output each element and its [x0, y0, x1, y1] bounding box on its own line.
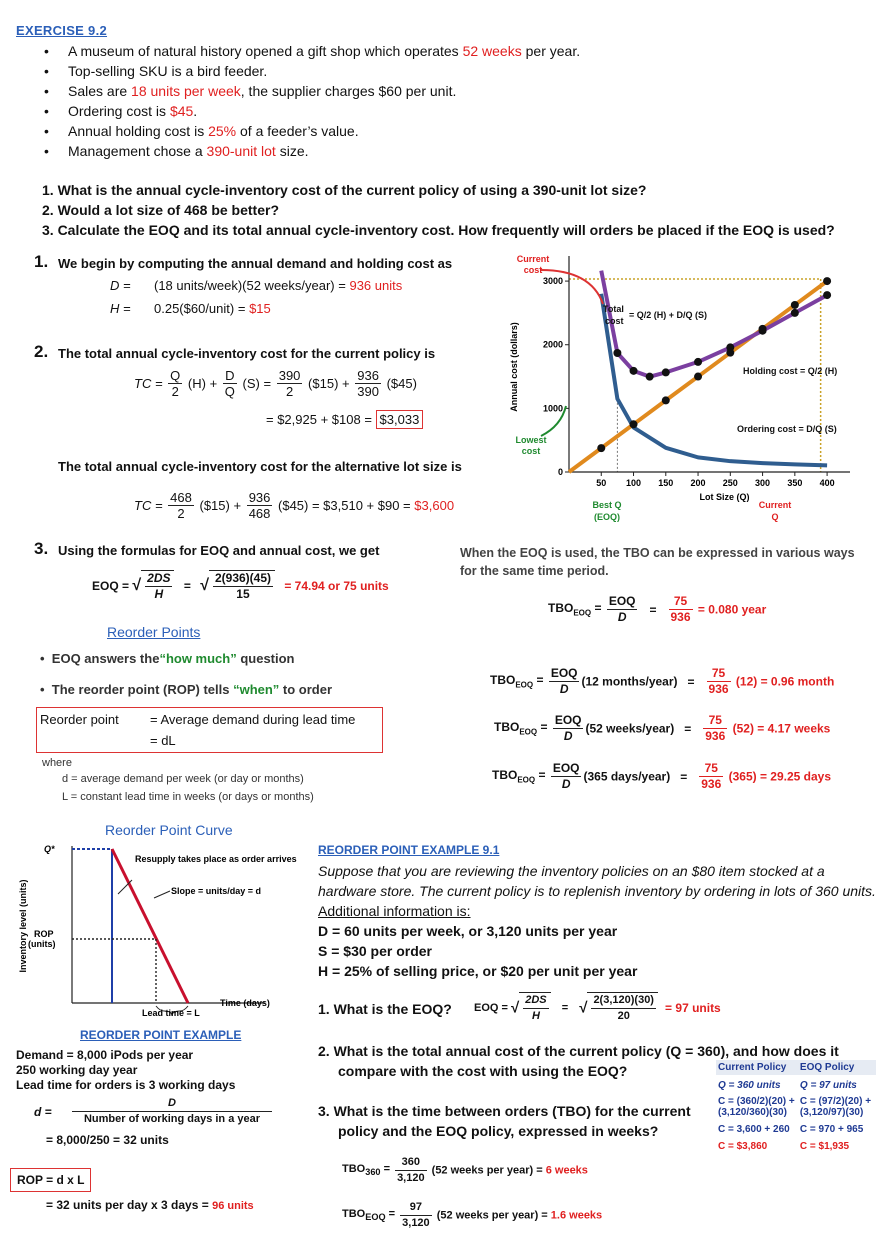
resupply-label: Resupply takes place as order arrives: [135, 854, 297, 864]
current-cost-label: cost: [523, 265, 543, 275]
d-fraction: D Number of working days in a year: [72, 1096, 272, 1127]
h-expr: 0.25($60/unit) = $15: [154, 301, 271, 316]
exercise-bullets: [16, 41, 656, 161]
box-formula-2: = dL: [150, 733, 176, 748]
lowest-cost-label: Lowest: [515, 435, 547, 445]
slope-arrow: [154, 891, 170, 898]
x-axis-label: Lot Size (Q): [699, 492, 750, 502]
reorder-bullet-1: • EOQ answers the“how much” question: [40, 651, 295, 666]
ordering-cost-label: Ordering cost = D/Q (S): [737, 424, 837, 434]
data-point: [791, 301, 799, 309]
x-tick-label: 50: [596, 478, 607, 488]
x-tick-label: 300: [755, 478, 771, 488]
tbo-row: $TBO_{EOQ}$ = $\frac{\text{EOQ}}{D}$ (12 months/year) = $\frac{75}{936}$ (12) = 0.96 month: [490, 666, 835, 696]
total-cost-label: Total: [603, 304, 624, 314]
data-point: [662, 368, 670, 376]
ex91-s: S = $30 per order: [318, 943, 433, 959]
data-point: [662, 396, 670, 404]
curve-xlabel: Time (days): [220, 998, 270, 1008]
ex91-paragraph: Suppose that you are reviewing the inventory policies on an $80 item stocked at a hardware store. The current policy is to replenish inventory by ordering in lots of 360 units.: [318, 863, 876, 899]
y-tick-label: 1000: [542, 403, 563, 414]
box-label: Reorder point: [40, 712, 119, 727]
best-q-label: Best Q: [592, 500, 622, 510]
x-tick-label: 400: [819, 478, 835, 488]
policy-cell: C = 3,600 + 260: [718, 1124, 790, 1135]
rop-given-3: Lead time for orders is 3 working days: [16, 1078, 236, 1092]
data-point: [613, 349, 621, 357]
x-tick-label: 350: [787, 478, 803, 488]
policy-cell: C = $3,860: [718, 1141, 768, 1152]
where-d: d = average demand per week (or day or months): [62, 773, 304, 785]
policy-cell: C = 970 + 965: [799, 1124, 864, 1135]
rop-label: ROP: [34, 929, 54, 939]
d-expr: (18 units/week)(52 weeks/year) = 936 units: [154, 278, 403, 293]
exercise-question: 3. Calculate the EOQ and its total annual cycle-inventory cost. How frequently will orders be placed if the EOQ is used?: [42, 222, 835, 238]
rop-formula: ROP = d x L: [10, 1168, 91, 1192]
tbo-intro: When the EOQ is used, the TBO can be expressed in various ways for the same time period.: [460, 546, 855, 578]
x-tick-label: 150: [658, 478, 674, 488]
current-cost-label: Current: [516, 254, 550, 264]
y-axis-label: Annual cost (dollars): [509, 322, 519, 412]
d-label: D =: [110, 278, 131, 293]
policy-cell: C = (97/2)(20) + (3,120/97)(30): [799, 1096, 872, 1118]
tc2-formula: TC = $\frac{468}{2}$ ($15) + $\frac{936}{468}$ ($45) = $3,510 + $90 = $3,600: [134, 490, 455, 521]
ex91-q2: 2. What is the total annual cost of the current policy (Q = 360), and how does it compare with the cost with using the EOQ?: [318, 1043, 839, 1079]
step-3-text: Using the formulas for EOQ and annual cost, we get: [58, 543, 380, 558]
x-tick-label: 250: [722, 478, 738, 488]
rop-calc: = 32 units per day x 3 days = 96 units: [46, 1198, 254, 1212]
step-3-number: 3.: [34, 539, 49, 558]
step-2-text: The total annual cycle-inventory cost for the current policy is: [58, 346, 436, 361]
box-formula-1: = Average demand during lead time: [150, 712, 356, 727]
lead-label: Lead time = L: [142, 1008, 200, 1018]
reorder-curve-chart: [10, 838, 310, 1023]
policy-header-eoq: EOQ Policy: [799, 1062, 855, 1073]
reorder-points-title: Reorder Points: [107, 624, 201, 640]
tbo-row: $TBO_{EOQ}$ = $\frac{\text{EOQ}}{D}$ (52 weeks/year) = $\frac{75}{936}$ (52) = 4.17 weeks: [494, 713, 831, 743]
tc-formula: TC = $\frac{Q}{2}$ (H) + $\frac{D}{Q}$ (S) = $\frac{390}{2}$ ($15) + $\frac{936}{390}$ ($45): [134, 368, 417, 399]
current-q-label: Q: [771, 512, 779, 522]
tbo-360: $TBO_{360}$ = $\frac{360}{3,120}$ (52 weeks per year) = 6 weeks: [342, 1156, 588, 1184]
data-point: [597, 444, 605, 452]
exercise-questions: [42, 180, 872, 240]
exercise-question: 1. What is the annual cycle-inventory cost of the current policy of using a 390-unit lot size?: [42, 182, 647, 198]
d-calc: = 8,000/250 = 32 units: [46, 1133, 169, 1147]
data-point: [630, 367, 638, 375]
data-point: [791, 309, 799, 317]
h-label: H =: [110, 301, 131, 316]
exercise-bullet: • A museum of natural history opened a gift shop which operates 52 weeks per year.: [16, 41, 656, 61]
series-line: [601, 271, 827, 377]
ex91-body: [318, 861, 876, 921]
policy-cell: Q = 97 units: [799, 1080, 857, 1091]
eoq-formula: EOQ = √ $\frac{2DS}{H}$ = √ $\frac{2(936)(45)}{15}$ = 74.94 or 75 units: [92, 571, 389, 601]
ex91-title: REORDER POINT EXAMPLE 9.1: [318, 843, 500, 857]
data-point: [823, 291, 831, 299]
rop-units-label: (units): [28, 939, 56, 949]
policy-cell: C = (360/2)(20) + (3,120/360)(30): [718, 1096, 795, 1118]
data-point: [726, 349, 734, 357]
lowest-cost-label: cost: [521, 446, 541, 456]
total-cost-formula: = Q/2 (H) + D/Q (S): [629, 310, 708, 320]
exercise-question: 2. Would a lot size of 468 be better?: [42, 202, 280, 218]
alt-lot-text: The total annual cycle-inventory cost for the alternative lot size is: [58, 459, 462, 474]
ex91-q3: 3. What is the time between orders (TBO) for the current policy and the EOQ policy, expressed in weeks?: [318, 1103, 691, 1139]
y-tick-label: 2000: [542, 339, 563, 350]
depletion-line: [112, 849, 188, 1003]
policy-header-current: Current Policy: [718, 1062, 787, 1073]
step-2-number: 2.: [34, 342, 49, 361]
current-q-label: Current: [758, 500, 792, 510]
exercise-bullet: • Sales are 18 units per week, the supplier charges $60 per unit.: [16, 81, 656, 101]
cost-chart: [505, 250, 870, 530]
x-tick-label: 100: [626, 478, 642, 488]
step-1-number: 1.: [34, 252, 49, 271]
rop-example-given: [16, 1048, 235, 1093]
policy-cell: C = $1,935: [799, 1141, 850, 1152]
rop-given-2: 250 working day year: [16, 1063, 138, 1077]
tc-result: = $2,925 + $108 = $3,033: [266, 412, 423, 427]
ex91-additional: Additional information is:: [318, 903, 471, 919]
exercise-bullet: • Top-selling SKU is a bird feeder.: [16, 61, 656, 81]
reorder-point-box: [36, 707, 383, 753]
ex91-d: D = 60 units per week, or 3,120 units per year: [318, 923, 618, 939]
where-label: where: [42, 757, 72, 769]
ex91-h: H = 25% of selling price, or $20 per unit per year: [318, 963, 638, 979]
policy-table: [716, 1060, 876, 1152]
holding-cost-label: Holding cost = Q/2 (H): [743, 366, 838, 376]
step-1-text: We begin by computing the annual demand and holding cost as: [58, 256, 453, 271]
tbo-row: $TBO_{EOQ}$ = $\frac{\text{EOQ}}{D}$ = $\frac{75}{936}$ = 0.080 year: [548, 594, 767, 624]
data-point: [646, 373, 654, 381]
data-point: [694, 373, 702, 381]
ex91-eoq-formula: EOQ = √ $\frac{2DS}{H}$ = √ $\frac{2(3,120)(30)}{20}$ = 97 units: [474, 994, 721, 1022]
tbo-eoq: $TBO_{EOQ}$ = $\frac{97}{3,120}$ (52 weeks per year) = 1.6 weeks: [342, 1201, 603, 1229]
rop-given-1: Demand = 8,000 iPods per year: [16, 1048, 194, 1062]
curve-ylabel: Inventory level (units): [18, 879, 28, 973]
rop-example-title: REORDER POINT EXAMPLE: [80, 1028, 242, 1042]
data-point: [694, 358, 702, 366]
where-l: L = constant lead time in weeks (or days or months): [62, 791, 314, 803]
exercise-bullet: • Management chose a 390-unit lot size.: [16, 141, 656, 161]
slope-label: Slope = units/day = d: [171, 886, 262, 896]
exercise-title: EXERCISE 9.2: [16, 23, 108, 38]
d-eq-label: d =: [34, 1105, 52, 1119]
exercise-bullet: • Ordering cost is $45.: [16, 101, 656, 121]
qstar-label: Q*: [44, 844, 55, 854]
ex91-given: [318, 921, 637, 981]
total-cost-label: cost: [605, 316, 624, 326]
y-tick-label: 0: [557, 467, 563, 477]
y-tick-label: 3000: [542, 276, 563, 287]
ex91-q1: 1. What is the EOQ?: [318, 1001, 452, 1017]
exercise-bullet: • Annual holding cost is 25% of a feeder’s value.: [16, 121, 656, 141]
data-point: [759, 325, 767, 333]
x-tick-label: 200: [690, 478, 706, 488]
policy-cell: Q = 360 units: [718, 1080, 781, 1091]
tbo-row: $TBO_{EOQ}$ = $\frac{\text{EOQ}}{D}$ (365 days/year) = $\frac{75}{936}$ (365) = 29.25 days: [492, 761, 832, 791]
data-point: [823, 277, 831, 285]
best-q-label: (EOQ): [594, 512, 620, 522]
data-point: [630, 420, 638, 428]
reorder-bullet-2: • The reorder point (ROP) tells “when” to order: [40, 682, 333, 697]
curve-title: Reorder Point Curve: [105, 822, 233, 838]
